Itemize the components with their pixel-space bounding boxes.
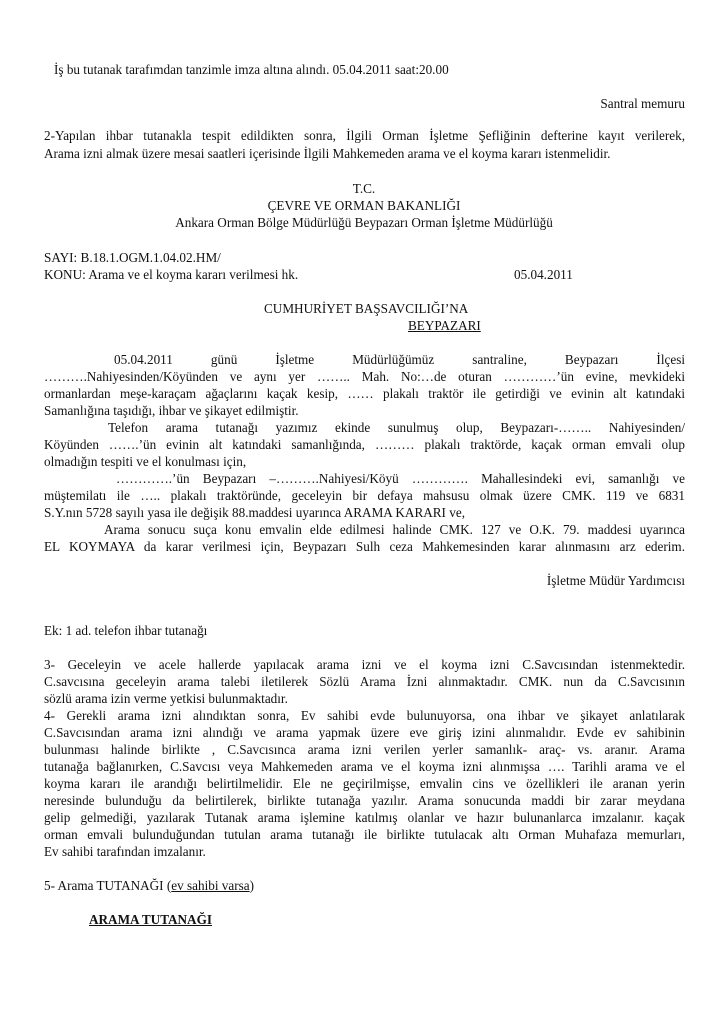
letterhead-ministry: ÇEVRE VE ORMAN BAKANLIĞI	[267, 198, 461, 213]
note-4-line-4: tutanağa bağlanırken, C.Savcısı veya Mahkemeden arama ve el koyma izni alınmışsa …. Tarihli arama ve el	[44, 759, 685, 774]
recipient-name: CUMHURİYET BAŞSAVCILIĞI’NA	[264, 301, 469, 316]
note-5-prefix: 5- Arama TUTANAĞI (	[44, 878, 172, 893]
note-5-suffix: )	[249, 878, 255, 893]
body-line-10: S.Y.nın 5728 sayılı yasa ile değişik 88.maddesi uyarınca ARAMA KARARI ve,	[44, 505, 465, 520]
note-4-line-2: C.Savcısından arama izni alındığı ve arama yapmak üzere eve giriş izini alınmalıdır. Evde ev sahibinin	[44, 725, 685, 740]
ref-sayi: SAYI: B.18.1.OGM.1.04.02.HM/	[44, 250, 221, 265]
note-3-line-1: 3- Geceleyin ve acele hallerde yapılacak arama izni ve el koyma izni C.Savcısından istenmektedir.	[44, 657, 685, 672]
body-line-6: Köyünden …….’ün evinin alt katındaki samanlığında, ……… plakalı traktörde, kaçak orman emvali olup	[44, 437, 685, 452]
note-4-line-5: koyma kararı ile arandığı belirtilmelidir. Ele ne geçirilmişse, emvalin cins ve özellikleri ile aranan yerin	[44, 776, 685, 791]
body-line-7: olmadığın tespiti ve el konulması için,	[44, 454, 247, 469]
body-line-1: 05.04.2011 günü İşletme Müdürlüğümüz santraline, Beypazarı İlçesi	[114, 352, 685, 367]
signer-title-santral: Santral memuru	[600, 96, 685, 111]
note-5-condition: ev sahibi varsa	[171, 878, 250, 893]
note-4-line-9: Ev sahibi tarafından imzalanır.	[44, 844, 206, 859]
body-line-2: ……….Nahiyesinden/Köyünden ve aynı yer …….. Mah. No:…de oturan …………’ün evine, mevkideki	[44, 369, 685, 384]
note-3-line-3: sözlü arama izin verme yetkisi bulunmaktadır.	[44, 691, 288, 706]
body-line-11: Arama sonucu suça konu emvalin elde edilmesi halinde CMK. 127 ve O.K. 79. maddesi uyarınca	[104, 522, 685, 537]
recipient-city: BEYPAZARI	[408, 318, 481, 333]
signer-title-deputy: İşletme Müdür Yardımcısı	[546, 573, 685, 588]
final-heading: ARAMA TUTANAĞI	[89, 912, 212, 927]
letterhead-tc: T.C.	[352, 181, 376, 196]
note-4-line-6: neresinde bulunduğu da belirtilerek, birlikte tutanağa yazılır. Arama sonucunda maddi bir zarar meydana	[44, 793, 685, 808]
note-4-line-3: bulunması halinde birlikte , C.Savcısınca arama izni verilen yerler samanlık- araç- vs. aranır. Arama	[44, 742, 685, 757]
note-2-line-1: 2-Yapılan ihbar tutanakla tespit edildikten sonra, İlgili Orman İşletme Şefliğinin defterine kayıt verilerek,	[44, 128, 685, 143]
note-4-line-1: 4- Gerekli arama izni alındıktan sonra, Ev sahibi evde bulunuyorsa, ona ihbar ve şikayet anlatılarak	[44, 708, 685, 723]
note-3-line-2: C.savcısına geceleyin arama talebi iletilerek Sözlü Arama İzni alınmaktadır. CMK. nun da C.Savcısının	[44, 674, 685, 689]
body-line-9: müştemilatı ile ….. plakalı traktöründe, geceleyin bir defaya mahsusu olmak üzere CMK. 119 ve 6831	[44, 488, 685, 503]
ref-konu: KONU: Arama ve el koyma kararı verilmesi hk.	[44, 267, 299, 282]
ref-date: 05.04.2011	[514, 267, 573, 282]
body-line-3: ormanlardan meşe-karaçam ağaçlarını kaçak kesip, …… plakalı traktör ile getirdiği ve evinin alt katındaki	[44, 386, 685, 401]
body-line-8: ………….’ün Beypazarı –……….Nahiyesi/Köyü …………. Mahallesindeki evi, samanlığı ve	[116, 471, 685, 486]
body-line-12: EL KOYMAYA da karar verilmesi için, Beypazarı Sulh ceza Mahkemesinden karar alınmasını arz ederim.	[44, 539, 685, 554]
note-2-line-2: Arama izni almak üzere mesai saatleri içerisinde İlgili Mahkemeden arama ve el koyma kararı istenmelidir.	[44, 146, 611, 161]
body-line-4: Samanlığına taşıdığı, ihbar ve şikayet edilmiştir.	[44, 403, 299, 418]
note-4-line-7: gelip gelmediği, yazılarak Tutanak arama işlemine katılmış olanlar ve hazır bulunanlarca imzalanır. kaçak	[44, 810, 685, 825]
opening-statement: İş bu tutanak tarafımdan tanzimle imza altına alındı. 05.04.2011 saat:20.00	[54, 62, 449, 77]
note-5-line	[44, 877, 685, 895]
attachment-line: Ek: 1 ad. telefon ihbar tutanağı	[44, 623, 208, 638]
note-4-line-8: orman emvali bulunduğundan tutulan arama tutanağı ile birlikte tutulacak altı Orman Muhafaza memurları,	[44, 827, 685, 842]
letterhead-directorate: Ankara Orman Bölge Müdürlüğü Beypazarı Orman İşletme Müdürlüğü	[175, 215, 553, 230]
body-line-5: Telefon arama tutanağı yazımız ekinde sunulmuş olup, Beypazarı-…….. Nahiyesinden/	[108, 420, 685, 435]
